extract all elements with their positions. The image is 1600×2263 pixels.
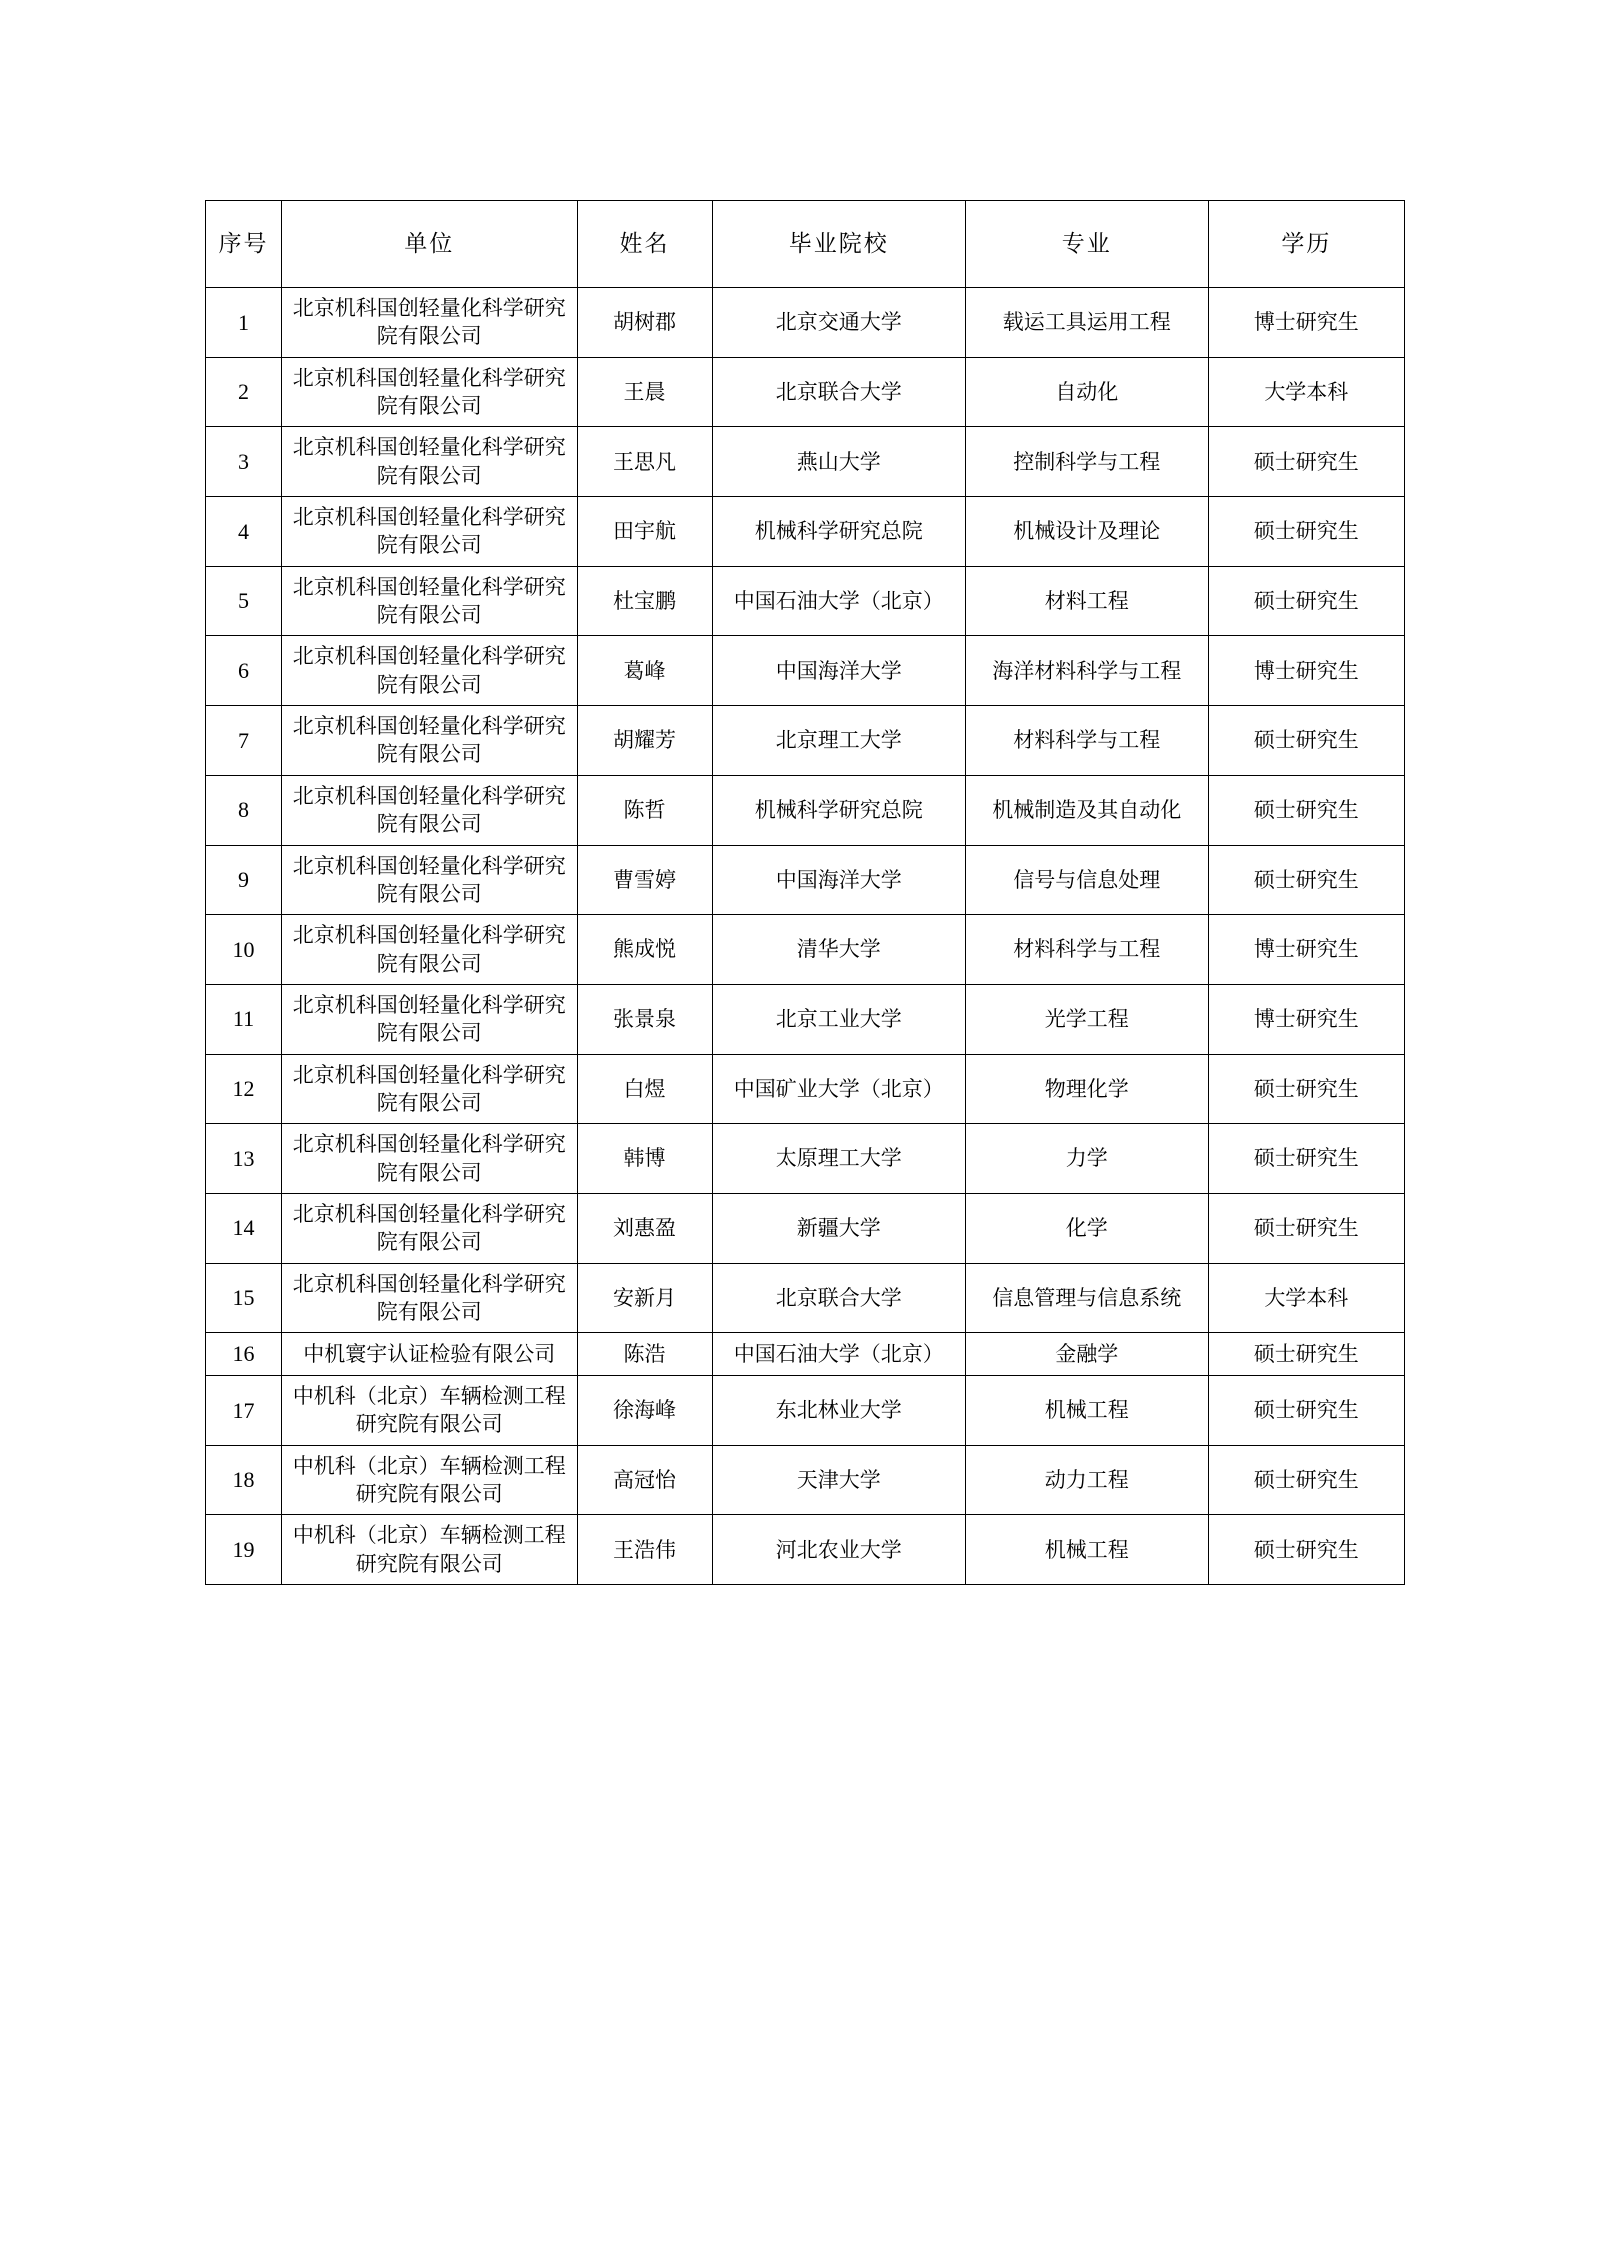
cell-degree: 硕士研究生	[1208, 1515, 1404, 1585]
table-row	[206, 775, 1405, 845]
cell-degree: 硕士研究生	[1208, 1376, 1404, 1446]
cell-index: 1	[206, 288, 282, 358]
cell-major: 自动化	[965, 357, 1208, 427]
cell-unit: 北京机科国创轻量化科学研究院有限公司	[281, 357, 577, 427]
cell-name: 陈哲	[577, 775, 712, 845]
cell-major: 机械制造及其自动化	[965, 775, 1208, 845]
table-row	[206, 915, 1405, 985]
cell-major: 化学	[965, 1193, 1208, 1263]
cell-index: 13	[206, 1124, 282, 1194]
cell-name: 韩博	[577, 1124, 712, 1194]
table-row	[206, 1124, 1405, 1194]
cell-school: 中国海洋大学	[712, 845, 965, 915]
cell-name: 胡树郡	[577, 288, 712, 358]
cell-name: 杜宝鹏	[577, 566, 712, 636]
cell-major: 机械设计及理论	[965, 497, 1208, 567]
cell-unit: 中机寰宇认证检验有限公司	[281, 1333, 577, 1376]
cell-name: 熊成悦	[577, 915, 712, 985]
cell-name: 安新月	[577, 1263, 712, 1333]
cell-degree: 硕士研究生	[1208, 845, 1404, 915]
cell-name: 葛峰	[577, 636, 712, 706]
cell-name: 王浩伟	[577, 1515, 712, 1585]
cell-unit: 北京机科国创轻量化科学研究院有限公司	[281, 915, 577, 985]
column-header-major: 专业	[965, 201, 1208, 288]
cell-school: 中国矿业大学（北京）	[712, 1054, 965, 1124]
cell-major: 信息管理与信息系统	[965, 1263, 1208, 1333]
table-row	[206, 1376, 1405, 1446]
cell-index: 19	[206, 1515, 282, 1585]
cell-degree: 博士研究生	[1208, 636, 1404, 706]
table-row	[206, 845, 1405, 915]
cell-school: 中国石油大学（北京）	[712, 566, 965, 636]
cell-major: 载运工具运用工程	[965, 288, 1208, 358]
cell-degree: 硕士研究生	[1208, 706, 1404, 776]
table-row	[206, 497, 1405, 567]
cell-index: 17	[206, 1376, 282, 1446]
cell-unit: 中机科（北京）车辆检测工程研究院有限公司	[281, 1376, 577, 1446]
cell-unit: 北京机科国创轻量化科学研究院有限公司	[281, 1054, 577, 1124]
column-header-school: 毕业院校	[712, 201, 965, 288]
cell-index: 11	[206, 984, 282, 1054]
cell-name: 徐海峰	[577, 1376, 712, 1446]
cell-unit: 北京机科国创轻量化科学研究院有限公司	[281, 288, 577, 358]
column-header-unit: 单位	[281, 201, 577, 288]
cell-school: 燕山大学	[712, 427, 965, 497]
cell-degree: 硕士研究生	[1208, 566, 1404, 636]
cell-major: 机械工程	[965, 1515, 1208, 1585]
cell-school: 机械科学研究总院	[712, 497, 965, 567]
cell-school: 机械科学研究总院	[712, 775, 965, 845]
cell-unit: 北京机科国创轻量化科学研究院有限公司	[281, 497, 577, 567]
table-row	[206, 357, 1405, 427]
cell-name: 王晨	[577, 357, 712, 427]
cell-index: 16	[206, 1333, 282, 1376]
column-header-name: 姓名	[577, 201, 712, 288]
cell-unit: 北京机科国创轻量化科学研究院有限公司	[281, 1124, 577, 1194]
cell-unit: 北京机科国创轻量化科学研究院有限公司	[281, 706, 577, 776]
cell-degree: 大学本科	[1208, 1263, 1404, 1333]
roster-table	[205, 200, 1405, 1585]
cell-index: 5	[206, 566, 282, 636]
cell-school: 中国石油大学（北京）	[712, 1333, 965, 1376]
cell-index: 6	[206, 636, 282, 706]
cell-index: 3	[206, 427, 282, 497]
cell-name: 刘惠盈	[577, 1193, 712, 1263]
cell-name: 田宇航	[577, 497, 712, 567]
cell-school: 北京交通大学	[712, 288, 965, 358]
cell-school: 清华大学	[712, 915, 965, 985]
cell-unit: 北京机科国创轻量化科学研究院有限公司	[281, 1193, 577, 1263]
cell-name: 白煜	[577, 1054, 712, 1124]
column-header-index: 序号	[206, 201, 282, 288]
cell-school: 北京理工大学	[712, 706, 965, 776]
cell-school: 北京工业大学	[712, 984, 965, 1054]
table-row	[206, 636, 1405, 706]
cell-major: 控制科学与工程	[965, 427, 1208, 497]
cell-unit: 北京机科国创轻量化科学研究院有限公司	[281, 427, 577, 497]
table-body	[206, 288, 1405, 1585]
cell-index: 12	[206, 1054, 282, 1124]
cell-school: 中国海洋大学	[712, 636, 965, 706]
cell-degree: 博士研究生	[1208, 915, 1404, 985]
cell-school: 天津大学	[712, 1445, 965, 1515]
cell-degree: 硕士研究生	[1208, 1124, 1404, 1194]
cell-major: 材料工程	[965, 566, 1208, 636]
cell-major: 材料科学与工程	[965, 706, 1208, 776]
cell-name: 高冠怡	[577, 1445, 712, 1515]
cell-unit: 北京机科国创轻量化科学研究院有限公司	[281, 566, 577, 636]
cell-school: 北京联合大学	[712, 357, 965, 427]
table-row	[206, 427, 1405, 497]
cell-index: 9	[206, 845, 282, 915]
cell-index: 8	[206, 775, 282, 845]
cell-major: 信号与信息处理	[965, 845, 1208, 915]
cell-major: 光学工程	[965, 984, 1208, 1054]
cell-index: 2	[206, 357, 282, 427]
cell-unit: 北京机科国创轻量化科学研究院有限公司	[281, 984, 577, 1054]
cell-school: 河北农业大学	[712, 1515, 965, 1585]
cell-major: 力学	[965, 1124, 1208, 1194]
table-row	[206, 1333, 1405, 1376]
table-row	[206, 1054, 1405, 1124]
cell-index: 18	[206, 1445, 282, 1515]
cell-degree: 硕士研究生	[1208, 1445, 1404, 1515]
cell-index: 4	[206, 497, 282, 567]
table-header-row	[206, 201, 1405, 288]
cell-degree: 博士研究生	[1208, 984, 1404, 1054]
cell-major: 海洋材料科学与工程	[965, 636, 1208, 706]
cell-school: 东北林业大学	[712, 1376, 965, 1446]
table-row	[206, 706, 1405, 776]
table-row	[206, 1263, 1405, 1333]
cell-major: 物理化学	[965, 1054, 1208, 1124]
cell-index: 7	[206, 706, 282, 776]
cell-school: 太原理工大学	[712, 1124, 965, 1194]
cell-name: 陈浩	[577, 1333, 712, 1376]
cell-index: 14	[206, 1193, 282, 1263]
cell-degree: 大学本科	[1208, 357, 1404, 427]
column-header-degree: 学历	[1208, 201, 1404, 288]
cell-unit: 北京机科国创轻量化科学研究院有限公司	[281, 775, 577, 845]
roster-table-container	[205, 200, 1405, 1585]
table-row	[206, 984, 1405, 1054]
cell-unit: 中机科（北京）车辆检测工程研究院有限公司	[281, 1445, 577, 1515]
cell-major: 金融学	[965, 1333, 1208, 1376]
cell-index: 10	[206, 915, 282, 985]
cell-degree: 硕士研究生	[1208, 1333, 1404, 1376]
table-row	[206, 1515, 1405, 1585]
table-row	[206, 1193, 1405, 1263]
table-row	[206, 288, 1405, 358]
cell-school: 北京联合大学	[712, 1263, 965, 1333]
cell-name: 张景泉	[577, 984, 712, 1054]
cell-name: 曹雪婷	[577, 845, 712, 915]
table-row	[206, 1445, 1405, 1515]
cell-degree: 硕士研究生	[1208, 497, 1404, 567]
table-header	[206, 201, 1405, 288]
cell-major: 动力工程	[965, 1445, 1208, 1515]
cell-name: 王思凡	[577, 427, 712, 497]
cell-major: 材料科学与工程	[965, 915, 1208, 985]
cell-unit: 北京机科国创轻量化科学研究院有限公司	[281, 1263, 577, 1333]
cell-school: 新疆大学	[712, 1193, 965, 1263]
cell-degree: 硕士研究生	[1208, 775, 1404, 845]
cell-degree: 硕士研究生	[1208, 1193, 1404, 1263]
cell-unit: 北京机科国创轻量化科学研究院有限公司	[281, 636, 577, 706]
cell-name: 胡耀芳	[577, 706, 712, 776]
table-row	[206, 566, 1405, 636]
cell-unit: 中机科（北京）车辆检测工程研究院有限公司	[281, 1515, 577, 1585]
cell-unit: 北京机科国创轻量化科学研究院有限公司	[281, 845, 577, 915]
cell-major: 机械工程	[965, 1376, 1208, 1446]
cell-degree: 硕士研究生	[1208, 1054, 1404, 1124]
cell-degree: 硕士研究生	[1208, 427, 1404, 497]
cell-index: 15	[206, 1263, 282, 1333]
cell-degree: 博士研究生	[1208, 288, 1404, 358]
